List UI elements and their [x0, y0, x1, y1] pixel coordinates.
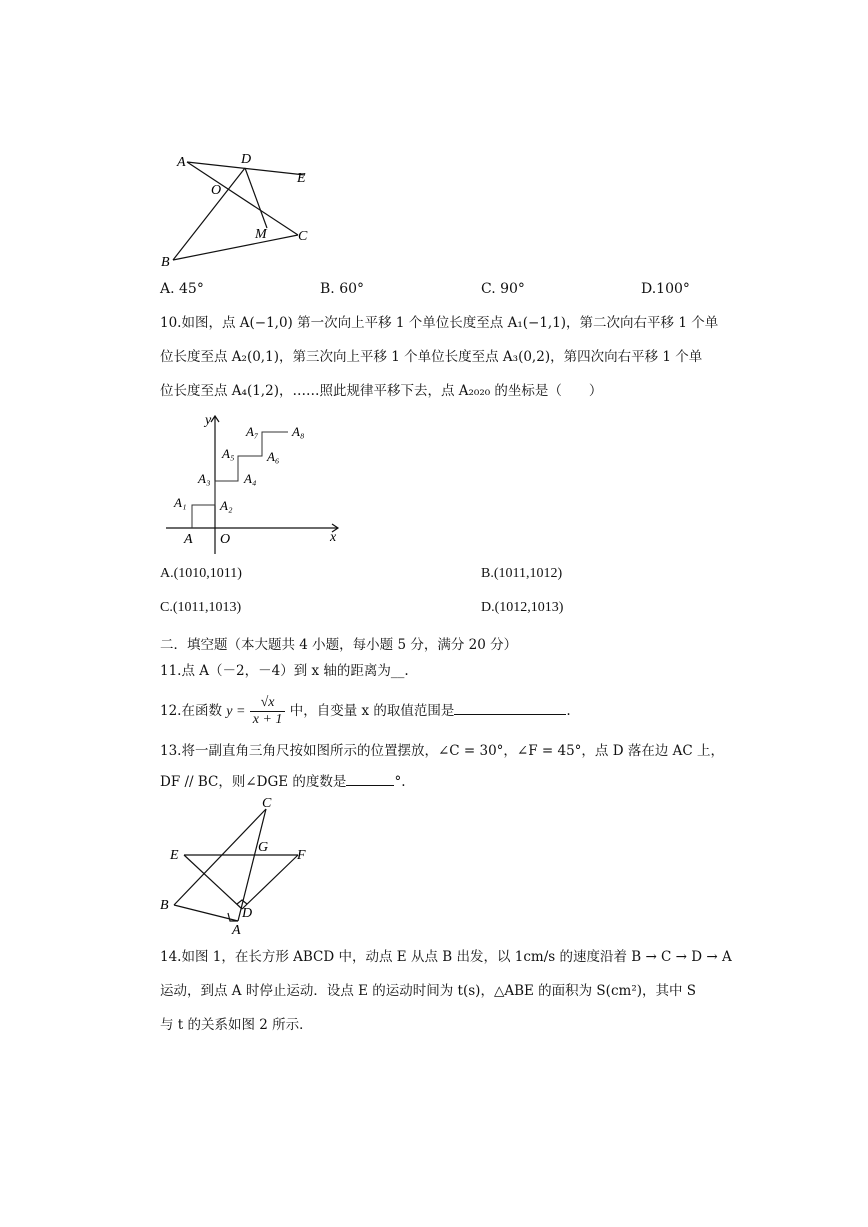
- figure-q9: [155, 148, 330, 273]
- line-bc: [173, 235, 298, 260]
- section-fill-blank-header: 二．填空题（本大题共 4 小题，每小题 5 分，满分 20 分）: [160, 637, 518, 653]
- q9-choice-c: C. 90°: [481, 281, 525, 297]
- line-ca: [238, 809, 269, 921]
- label-d: D: [241, 152, 252, 167]
- q14-line1: 14.如图 1，在长方形 ABCD 中，动点 E 从点 B 出发，以 1cm/s 的速度沿着 B → C → D → A: [160, 949, 732, 965]
- label-a8: A₈: [292, 424, 305, 439]
- q12-fraction: [250, 695, 286, 728]
- label-a2: A₂: [220, 498, 233, 513]
- q12-answer-blank[interactable]: [454, 700, 566, 715]
- q9-choice-b: B. 60°: [320, 281, 365, 297]
- label-g: G: [258, 840, 269, 855]
- label-f: F: [297, 848, 306, 863]
- q14-line3: 与 t 的关系如图 2 所示．: [160, 1017, 313, 1033]
- q9-choice-d: D.100°: [641, 281, 690, 297]
- label-a5: A₅: [222, 446, 235, 461]
- q12-denominator: x + 1: [252, 712, 283, 727]
- label-m: M: [255, 227, 267, 242]
- q12-prefix: 12.在函数: [160, 703, 227, 719]
- label-y: y: [205, 413, 212, 428]
- label-a4: A₄: [244, 471, 257, 486]
- q10-choice-d: D.(1012,1013): [481, 600, 564, 615]
- label-a: A: [232, 923, 241, 935]
- q9-choice-a: A. 45°: [160, 281, 204, 297]
- q10-choice-a: A.(1010,1011): [160, 566, 242, 581]
- q13-line2: [160, 771, 405, 792]
- label-d: D: [242, 906, 253, 921]
- line-ed: [184, 855, 242, 909]
- figure-q10: [160, 408, 350, 558]
- label-c: C: [262, 796, 272, 811]
- q13-line2-text: DF // BC，则∠DGE 的度数是: [160, 774, 347, 790]
- line-cb: [174, 809, 269, 905]
- q12-numerator: √x: [250, 695, 286, 712]
- q12-y-eq: [226, 704, 245, 720]
- label-a: A: [177, 155, 186, 170]
- label-a: A: [184, 532, 193, 547]
- label-a7: A₇: [246, 424, 259, 439]
- q10-line2: 位长度至点 A₂(0,1)，第三次向上平移 1 个单位长度至点 A₃(0,2)，第四次向右平移 1 个单: [160, 349, 703, 365]
- q11-text: 11.点 A（－2，－4）到 x 轴的距离为__.: [160, 663, 409, 679]
- label-c: C: [298, 229, 308, 244]
- label-e: E: [170, 848, 179, 863]
- label-a3: A₃: [198, 471, 211, 486]
- label-b: B: [160, 898, 169, 913]
- q13-line1: 13.将一副直角三角尺按如图所示的位置摆放，∠C = 30°，∠F = 45°，点 D 落在边 AC 上，: [160, 743, 724, 759]
- line-db: [173, 168, 245, 260]
- label-b: B: [161, 255, 170, 270]
- q14-line2: 运动，到点 A 时停止运动．设点 E 的运动时间为 t(s)，△ABE 的面积为 S(cm²)，其中 S: [160, 983, 697, 999]
- label-x: x: [330, 530, 337, 545]
- q13-answer-blank[interactable]: [346, 771, 394, 786]
- q10-line3: 位长度至点 A₄(1,2)，……照此规律平移下去，点 A₂₀₂₀ 的坐标是（ ）: [160, 383, 603, 399]
- label-a6: A₆: [267, 449, 280, 464]
- q12-line: [160, 691, 571, 731]
- label-origin: O: [220, 532, 231, 547]
- q12-y-label: y =: [226, 703, 246, 719]
- q12-suffix: 中，自变量 x 的取值范围是: [285, 703, 455, 719]
- line-df: [242, 855, 298, 909]
- q10-line1: 10.如图，点 A(−1,0) 第一次向上平移 1 个单位长度至点 A₁(−1,1)，第二次向右平移 1 个单: [160, 315, 719, 331]
- label-a1: A₁: [174, 495, 187, 510]
- figure-q13: [158, 795, 318, 935]
- q13-degree-suffix: °.: [394, 774, 406, 790]
- label-e: E: [297, 171, 306, 186]
- q10-choice-c: C.(1011,1013): [160, 600, 242, 615]
- q12-end: .: [566, 703, 571, 719]
- label-o: O: [211, 183, 222, 198]
- line-dm: [245, 168, 267, 228]
- q10-choice-b: B.(1011,1012): [481, 566, 563, 581]
